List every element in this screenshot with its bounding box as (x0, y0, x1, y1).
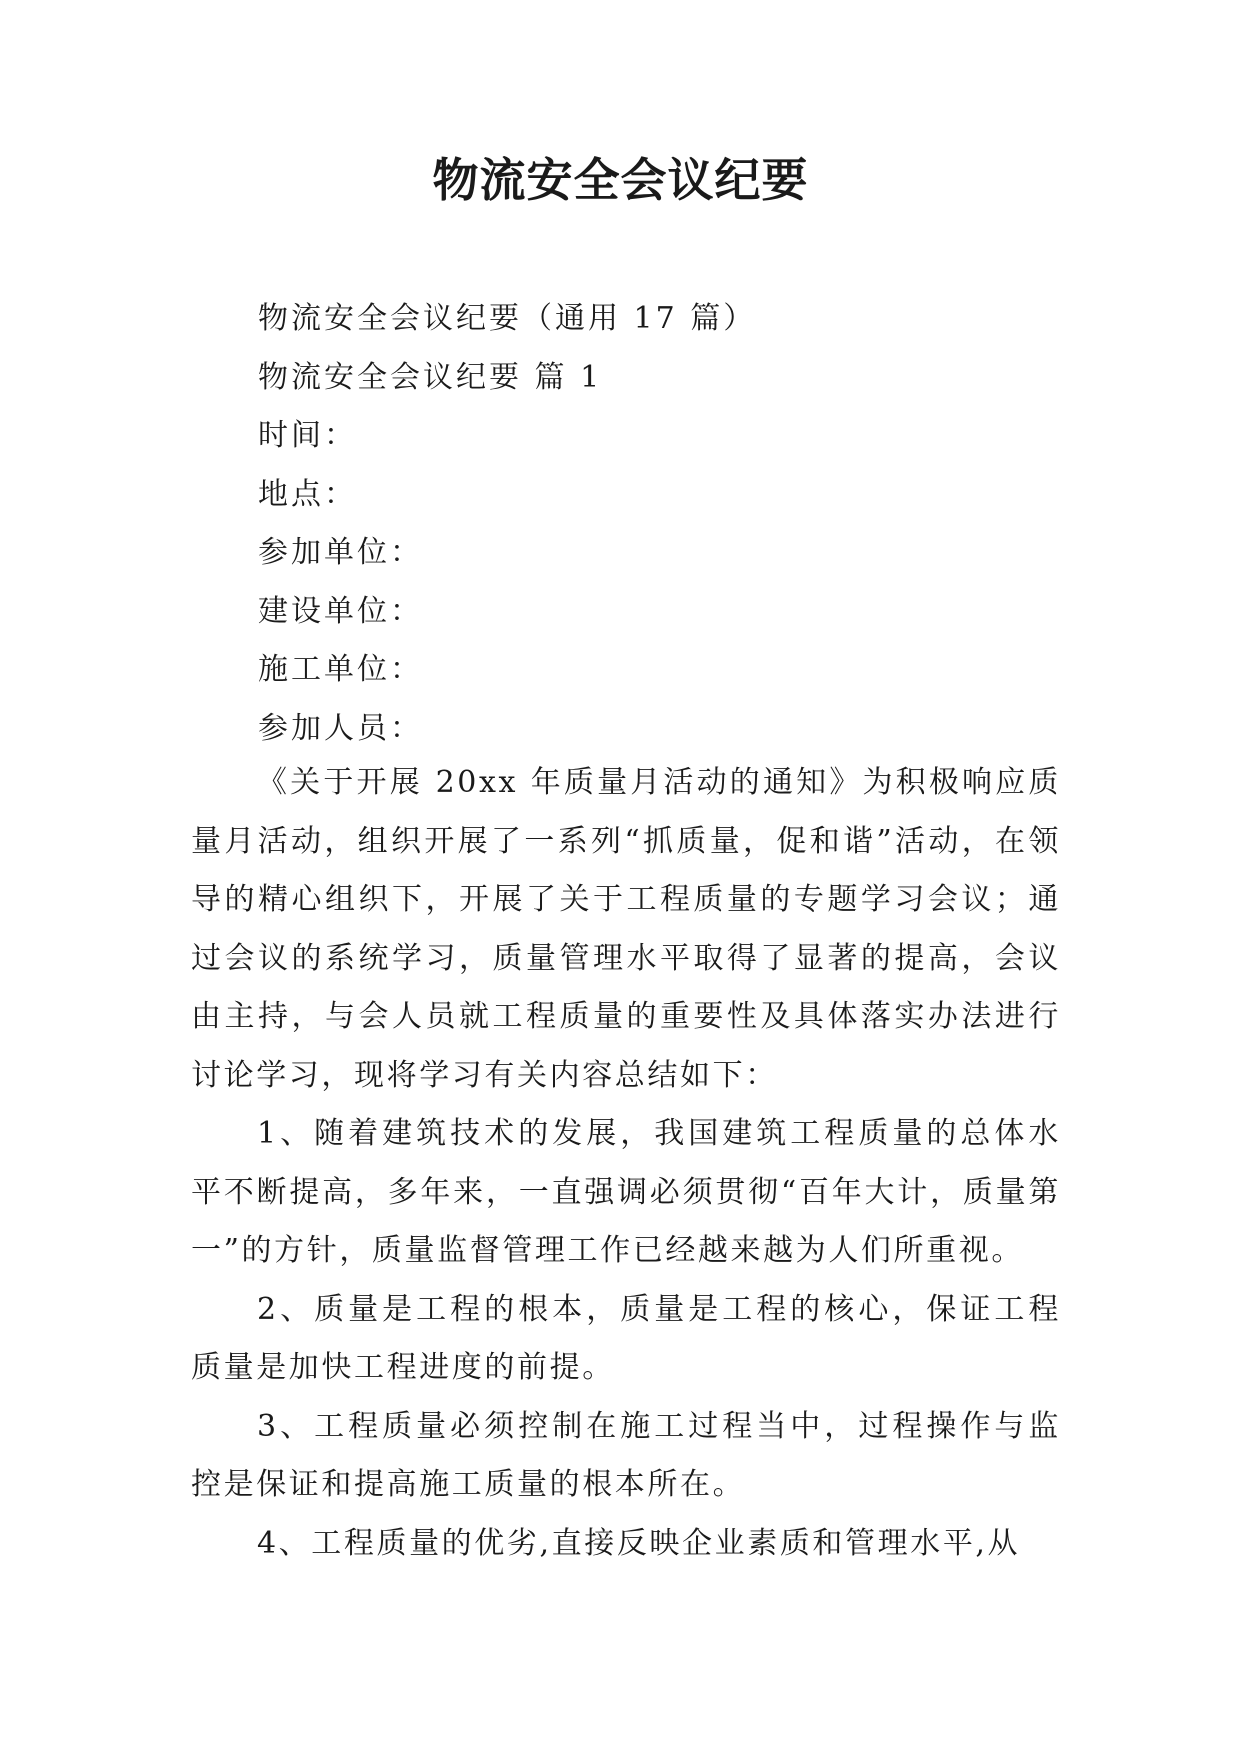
participating-units-label: 参加单位： (258, 535, 423, 570)
point-1-paragraph: 1、随着建筑技术的发展，我国建筑工程质量的总体水平不断提高，多年来，一直强调必须贯彻“百年大计，质量第一”的方针，质量监督管理工作已经越来越为人们所重视。 (191, 1116, 1061, 1268)
document-title: 物流安全会议纪要 (432, 153, 809, 207)
location-field-label: 地点： (258, 476, 357, 512)
subtitle-line: 物流安全会议纪要（通用 17 篇） (258, 301, 757, 336)
contractor-label: 施工单位： (258, 652, 423, 687)
meeting-info-list (258, 290, 756, 758)
time-field-label: 时间： (258, 418, 357, 453)
point-3-paragraph: 3、工程质量必须控制在施工过程当中，过程操作与监控是保证和提高施工质量的根本所在。 (191, 1408, 1061, 1502)
point-4-paragraph: 4、工程质量的优劣,直接反映企业素质和管理水平,从 (257, 1525, 1021, 1561)
document-body (191, 754, 1061, 1573)
attendees-label: 参加人员： (258, 710, 423, 746)
point-2-paragraph: 2、质量是工程的根本，质量是工程的核心，保证工程质量是加快工程进度的前提。 (191, 1291, 1061, 1385)
section-heading: 物流安全会议纪要 篇 1 (258, 359, 603, 395)
intro-paragraph: 《关于开展 20xx 年质量月活动的通知》为积极响应质量月活动，组织开展了一系列“抓质量，促和谐”活动，在领导的精心组织下，开展了关于工程质量的专题学习会议；通过会议的系统学习，质量管理水平取得了显著的提高，会议由主持，与会人员就工程质量的重要性及具体落实办法进行讨论学习，现将学习有关内容总结如下： (191, 765, 1061, 1093)
construction-owner-label: 建设单位： (258, 593, 423, 629)
